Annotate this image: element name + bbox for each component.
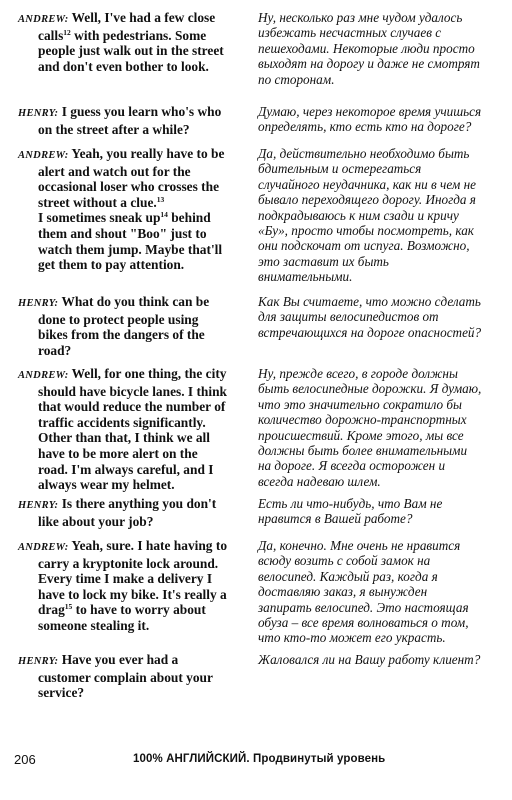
english-text: customer complain about your (38, 669, 213, 685)
english-text-line (18, 477, 250, 493)
english-text: and don't even bother to look. (38, 58, 209, 74)
russian-text-line: Как Вы считаете, что можно сделать (258, 294, 481, 309)
russian-text-line: пешеходами. Некоторые люди просто (258, 40, 475, 56)
speaker-label: ANDREW: (18, 542, 69, 553)
english-text: watch them jump. Maybe that'll (38, 241, 223, 257)
english-text: them and shout "Boo" just to (38, 225, 207, 241)
english-text-line (18, 343, 250, 359)
english-text: behind (167, 210, 211, 226)
russian-text-line: велосипед. Каждый раз, когда я (258, 568, 438, 584)
russian-translation (258, 366, 504, 489)
english-text: have to be more alert on the (38, 445, 198, 461)
english-text-line (18, 685, 250, 701)
english-text: should have bicycle lanes. I think (38, 383, 227, 399)
english-text-line (18, 571, 250, 587)
english-text-line (18, 146, 250, 164)
english-text-line (18, 28, 250, 44)
russian-text-line: доставляю заказ, я вынужден (258, 584, 428, 600)
speaker-label: HENRY: (18, 108, 59, 119)
english-text-line (18, 226, 250, 242)
english-text-line (18, 327, 250, 343)
russian-text-line: всегда надеваю шлем. (258, 473, 381, 489)
english-text-line (18, 514, 250, 530)
english-text-line (18, 59, 250, 75)
english-text: service? (38, 685, 85, 701)
russian-text-line: нравится в Вашей работе? (258, 511, 413, 527)
english-text-line (18, 399, 250, 415)
english-text: on the street after a while? (38, 121, 190, 137)
speaker-label: ANDREW: (18, 150, 69, 161)
english-line (18, 538, 250, 634)
english-text: road? (38, 342, 72, 358)
english-text: always wear my helmet. (38, 477, 175, 493)
speaker-label: ANDREW: (18, 14, 69, 25)
russian-text-line: встречающихся на дороге опасностей? (258, 324, 482, 340)
english-text: get them to pay attention. (38, 257, 185, 273)
english-text-line (18, 587, 250, 603)
english-text-line (18, 104, 250, 122)
russian-text-line: внимательными. (258, 269, 353, 285)
russian-text-line: Ну, несколько раз мне чудом удалось (258, 10, 463, 25)
speaker-label: HENRY: (18, 656, 59, 667)
english-text-line (18, 462, 250, 478)
english-text-line (18, 312, 250, 328)
english-text-line (18, 618, 250, 634)
english-text: bikes from the dangers of the (38, 327, 205, 343)
russian-text-line: что кто-то может его украсть. (258, 630, 446, 646)
english-text: that would reduce the number of (38, 399, 226, 415)
russian-text-line: обуза – все время волноваться о том, (258, 615, 469, 631)
russian-text-line: количество дорожно-транспортных (258, 412, 467, 428)
english-text: Well, I've had a few close (71, 10, 216, 25)
russian-text-line: случайного неудачника, как ни в чем не (258, 176, 476, 192)
english-text-line (18, 242, 250, 258)
english-text-line (18, 602, 250, 618)
russian-text-line: должны быть более внимательными (258, 443, 468, 459)
russian-text-line: подкрадываюсь к ним сзади и кричу (258, 207, 459, 223)
english-text-line (18, 195, 250, 211)
russian-text-line: происшествий. Кроме этого, мы все (258, 427, 464, 443)
english-text: to have to worry about (72, 602, 206, 618)
russian-translation (258, 652, 504, 667)
english-text: carry a kryptonite lock around. (38, 555, 219, 571)
english-text-line (18, 294, 250, 312)
english-text: with pedestrians. Some (70, 27, 207, 43)
english-text: alert and watch out for the (38, 163, 191, 179)
english-text: I sometimes sneak up (38, 210, 161, 226)
russian-text-line: что это значительно сократило бы (258, 396, 462, 412)
english-text: What do you think can be (61, 294, 210, 309)
english-text-line (18, 430, 250, 446)
english-text: done to protect people using (38, 311, 199, 327)
english-text: Yeah, sure. I hate having to (71, 538, 228, 553)
russian-translation (258, 104, 504, 135)
english-text-line (18, 257, 250, 273)
footnote-marker: 15 (64, 602, 73, 612)
footnote-marker: 13 (156, 194, 165, 204)
english-text: occasional loser who crosses the (38, 179, 220, 195)
english-text: like about your job? (38, 513, 154, 529)
russian-translation (258, 10, 504, 87)
russian-text-line: Жаловался ли на Вашу работу клиент? (258, 652, 481, 667)
book-title: 100% АНГЛИЙСКИЙ. Продвинутый уровень (133, 753, 386, 765)
english-text: Have you ever had a (61, 652, 179, 667)
russian-translation (258, 146, 504, 285)
english-text-line (18, 179, 250, 195)
footnote-marker: 14 (160, 210, 168, 220)
english-text: people just walk out in the street (38, 43, 224, 59)
english-text-line (18, 496, 250, 514)
russian-text-line: по сторонам. (258, 71, 335, 87)
english-text: drag (38, 602, 65, 618)
english-text-line (18, 43, 250, 59)
english-text: have to lock my bike. It's really a (38, 586, 227, 602)
russian-text-line: для защиты велосипедистов от (258, 309, 439, 325)
english-text: Is there anything you don't (61, 496, 217, 511)
english-text-line (18, 556, 250, 572)
russian-text-line: Да, конечно. Мне очень не нравится (258, 538, 461, 553)
russian-text-line: они подскочат от испуга. Возможно, (258, 238, 470, 254)
english-text-line (18, 164, 250, 180)
russian-text-line: бывало переходящего дорогу. Иногда я (258, 192, 476, 208)
russian-text-line: бдительным и остерегаться (258, 161, 422, 177)
russian-text-line: избежать несчастных случаев с (258, 25, 442, 41)
russian-text-line: всюду возить с собой замок на (258, 553, 431, 569)
english-line (18, 652, 250, 701)
english-text-line (18, 384, 250, 400)
russian-text-line: на дороге. Я всегда осторожен и (258, 458, 446, 474)
english-text: Every time I make a delivery I (38, 571, 213, 587)
russian-text-line: Есть ли что-нибудь, что Вам не (258, 496, 443, 511)
russian-text-line: быть велосипедные дорожки. Я думаю, (258, 381, 482, 397)
russian-text-line: Ну, прежде всего, в городе должны (258, 366, 458, 381)
english-line (18, 496, 250, 529)
russian-text-line: выходят на дорогу и даже не смотрят (258, 56, 480, 72)
page-number: 206 (14, 752, 36, 767)
english-text-line (18, 652, 250, 670)
page-footer (0, 752, 512, 772)
russian-translation (258, 538, 504, 646)
english-line (18, 10, 250, 74)
russian-text-line: Думаю, через некоторое время учишься (258, 104, 482, 119)
english-text: road. I'm always careful, and I (38, 461, 214, 477)
english-text: traffic accidents significantly. (38, 414, 206, 430)
english-text-line (18, 366, 250, 384)
russian-text-line: это заставит их быть (258, 253, 389, 269)
speaker-label: HENRY: (18, 500, 59, 511)
english-text-line (18, 670, 250, 686)
english-text: I guess you learn who's who (61, 104, 222, 119)
speaker-label: HENRY: (18, 298, 59, 309)
russian-translation (258, 496, 504, 527)
english-text: street without a clue. (38, 194, 157, 210)
english-line (18, 366, 250, 493)
english-text: Other than that, I think we all (38, 430, 210, 446)
english-line (18, 104, 250, 137)
english-text: Yeah, you really have to be (71, 146, 225, 161)
english-text: someone stealing it. (38, 617, 150, 633)
english-text: calls (38, 27, 64, 43)
russian-text-line: Да, действительно необходимо быть (258, 146, 470, 161)
english-text: Well, for one thing, the city (71, 366, 227, 381)
russian-text-line: запирать велосипед. Это настоящая (258, 599, 469, 615)
english-line (18, 294, 250, 358)
english-text-line (18, 446, 250, 462)
english-text-line (18, 538, 250, 556)
russian-text-line: «Бу», просто чтобы посмотреть, как (258, 223, 474, 239)
russian-translation (258, 294, 504, 340)
english-text-line (18, 210, 250, 226)
english-text-line (18, 122, 250, 138)
footnote-marker: 12 (63, 27, 71, 37)
russian-text-line: определять, кто есть кто на дороге? (258, 119, 472, 135)
english-text-line (18, 415, 250, 431)
english-text-line (18, 10, 250, 28)
english-line (18, 146, 250, 273)
speaker-label: ANDREW: (18, 370, 69, 381)
